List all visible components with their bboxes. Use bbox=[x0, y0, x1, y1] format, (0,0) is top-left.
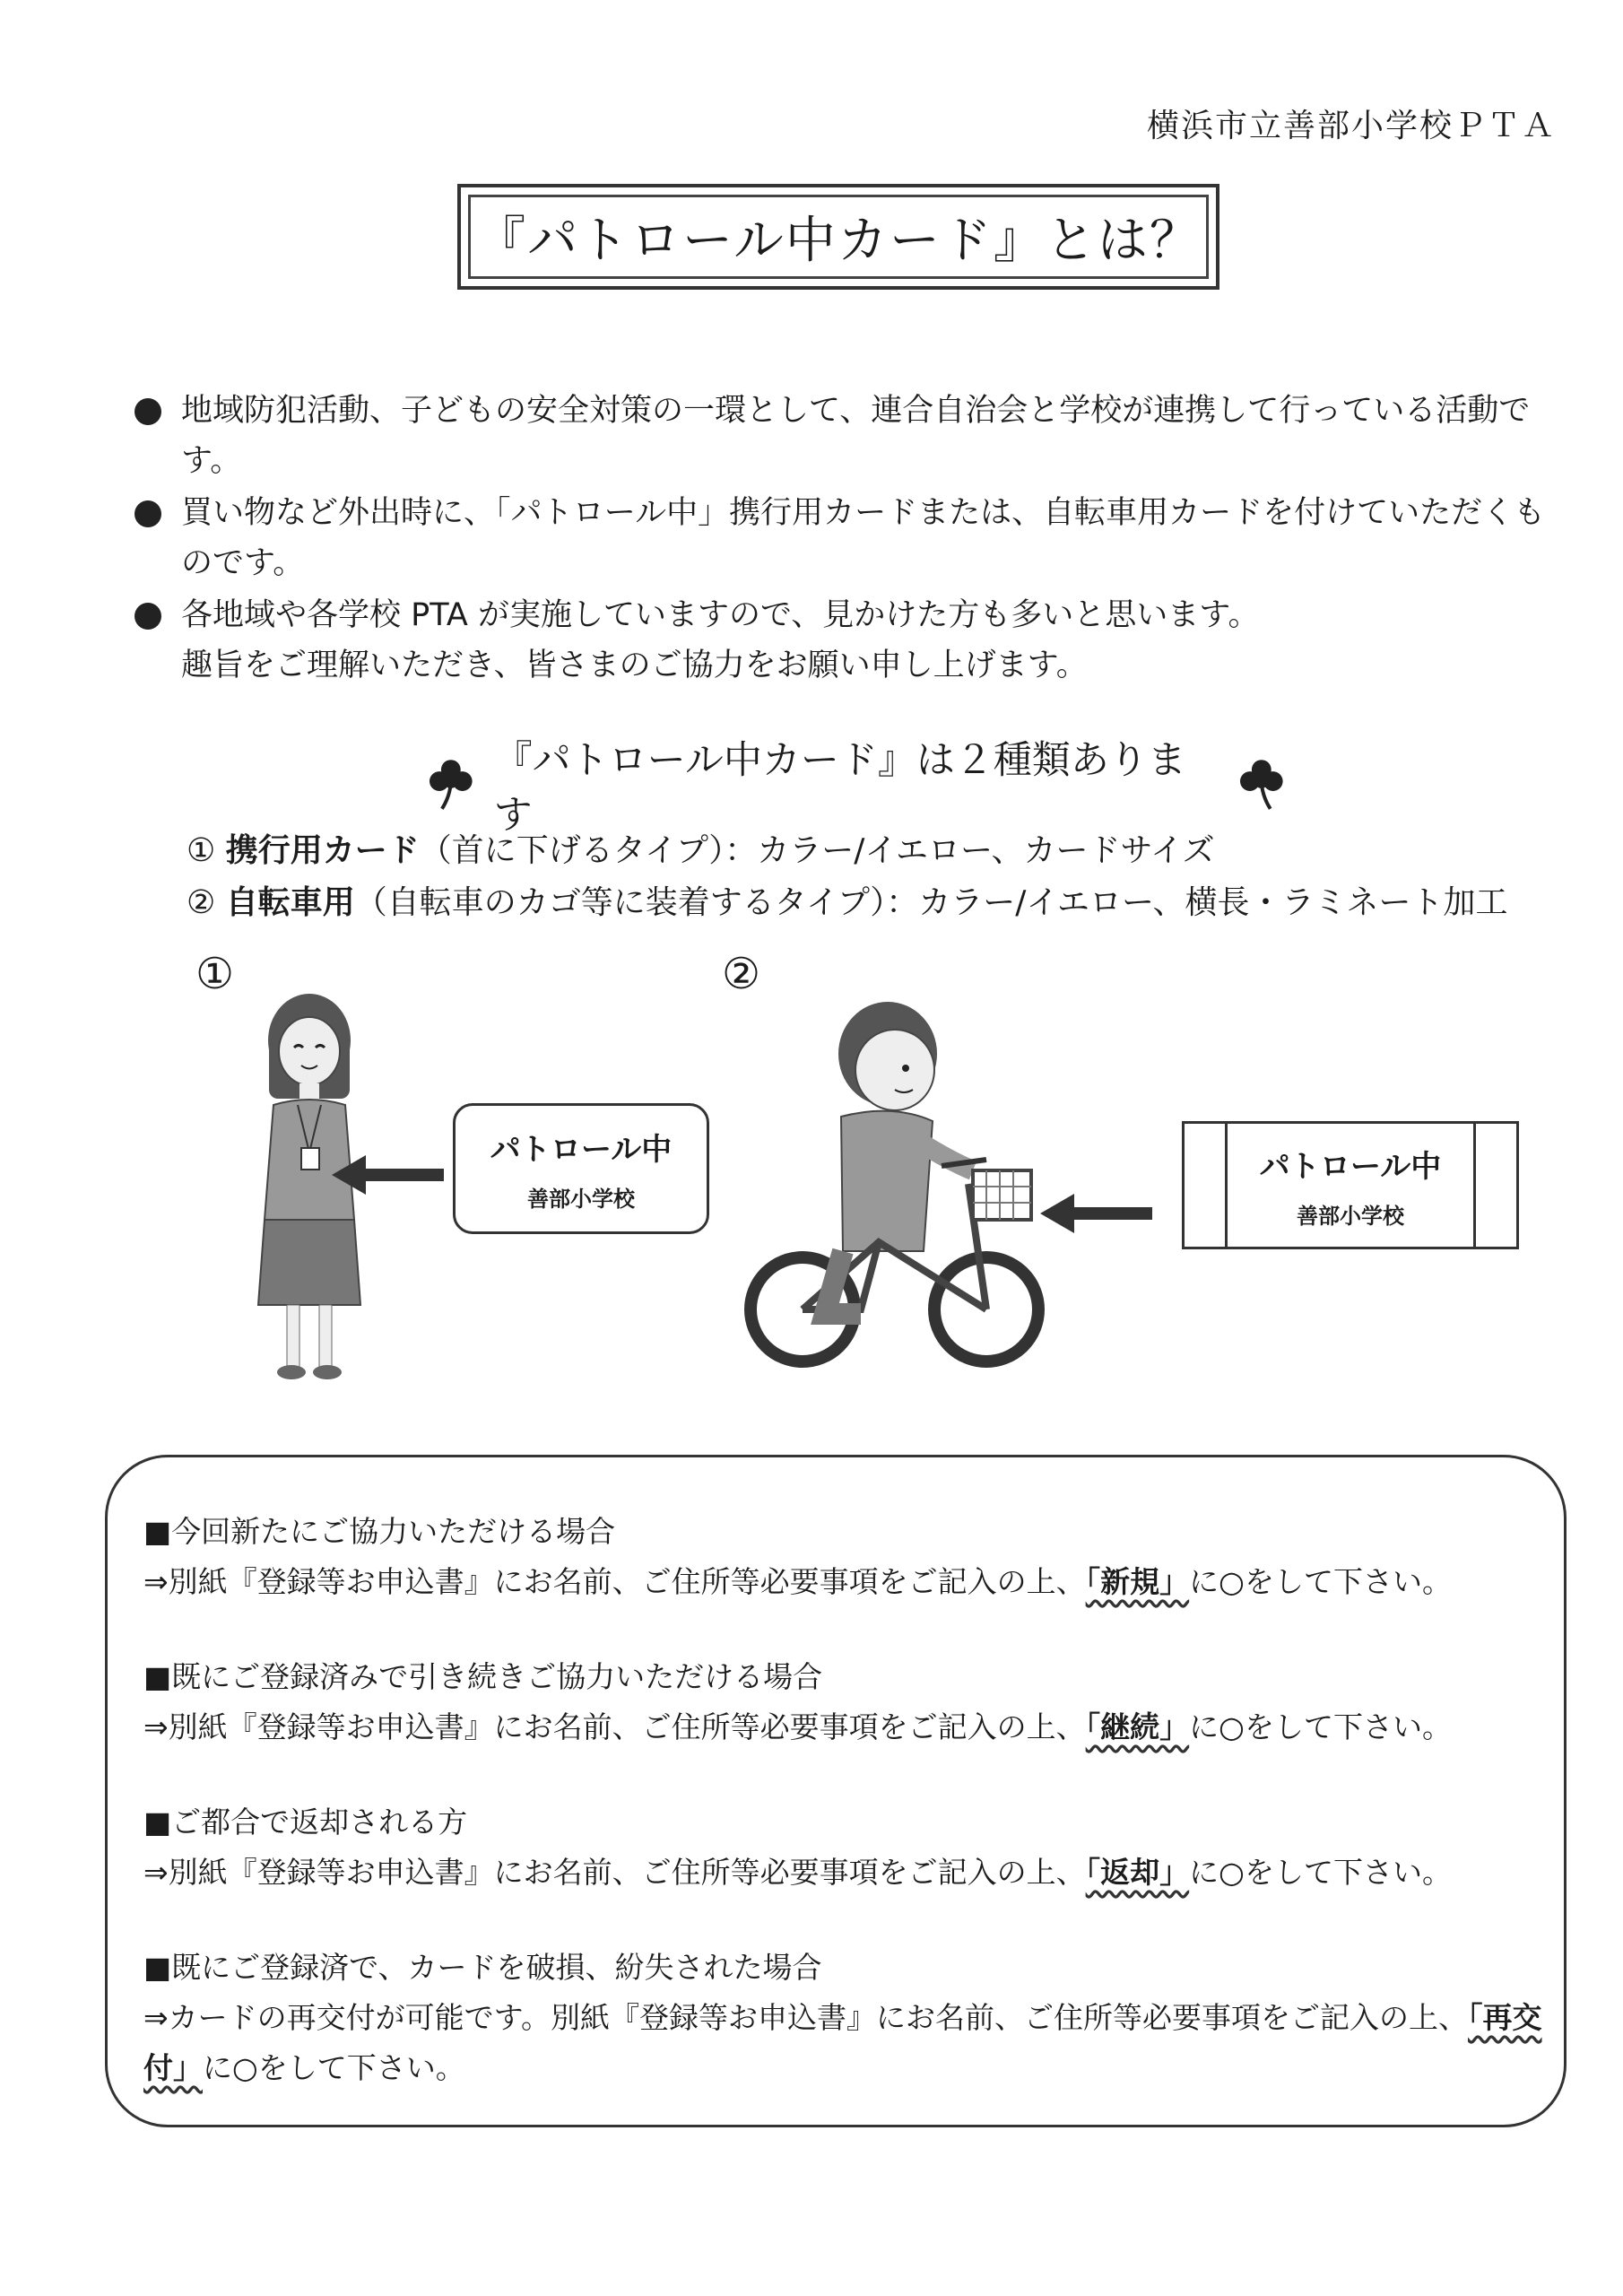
card-types-list bbox=[187, 825, 1508, 929]
highlight-option: 「再交付」 bbox=[143, 2000, 1542, 2085]
clover-icon bbox=[1238, 757, 1285, 813]
arrow-left-icon bbox=[332, 1152, 444, 1197]
card-school: 善部小学校 bbox=[1297, 1203, 1404, 1229]
intro-bullets bbox=[135, 386, 1569, 692]
type-name: 携行用カード bbox=[225, 832, 420, 869]
card-title: パトロール中 bbox=[1259, 1148, 1442, 1185]
info-section-return bbox=[143, 1797, 1542, 1898]
info-section-reissue bbox=[143, 1943, 1542, 2093]
card-school: 善部小学校 bbox=[527, 1187, 635, 1212]
type-number: ② bbox=[187, 884, 216, 921]
bullet-text: 各地域や各学校 PTA が実施していますので、見かけた方も多いと思います。 bbox=[181, 597, 1260, 633]
arrow-left-icon bbox=[1040, 1191, 1152, 1236]
bullet-text: 趣旨をご理解いただき、皆さまのご協力をお願い申し上げます。 bbox=[181, 648, 1088, 683]
card-types-heading bbox=[408, 738, 1305, 838]
neck-card-sample bbox=[453, 1103, 709, 1234]
section-instruction: ⇒別紙『登録等お申込書』にお名前、ご住所等必要事項をご記入の上、「新規」に○をして下さい。 bbox=[143, 1564, 1452, 1599]
figure-number-2: ② bbox=[722, 949, 761, 999]
section-instruction: ⇒別紙『登録等お申込書』にお名前、ご住所等必要事項をご記入の上、「継続」に○をして下さい。 bbox=[143, 1709, 1452, 1744]
section-heading: ■既にご登録済みで引き続きご協力いただける場合 bbox=[143, 1659, 823, 1694]
section-heading: ■既にご登録済で、カードを破損、紛失された場合 bbox=[143, 1950, 822, 1985]
type-number: ① bbox=[187, 832, 216, 869]
info-section-continue bbox=[143, 1652, 1542, 1752]
info-section-new bbox=[143, 1507, 1542, 1607]
type-description: （自転車のカゴ等に装着するタイプ）：カラー/イエロー、横長・ラミネート加工 bbox=[354, 884, 1508, 921]
organization-name: 横浜市立善部小学校ＰＴＡ bbox=[1146, 108, 1556, 144]
card-type-item bbox=[187, 825, 1508, 877]
highlight-option: 「新規」 bbox=[1085, 1564, 1190, 1599]
section-instruction: ⇒カードの再交付が可能です。別紙『登録等お申込書』にお名前、ご住所等必要事項をご記入の上、「再交付」に○をして下さい。 bbox=[143, 2000, 1542, 2085]
bullet-item bbox=[135, 590, 1569, 691]
application-info-box bbox=[105, 1455, 1567, 2127]
section-heading: ■今回新たにご協力いただける場合 bbox=[143, 1514, 616, 1549]
highlight-option: 「継続」 bbox=[1085, 1709, 1190, 1744]
highlight-option: 「返却」 bbox=[1085, 1855, 1190, 1890]
figure-number-1: ① bbox=[195, 949, 235, 999]
boy-bicycle-illustration bbox=[717, 991, 1076, 1368]
card-type-item bbox=[187, 877, 1508, 929]
bullet-item: 地域防犯活動、子どもの安全対策の一環として、連合自治会と学校が連携して行っている活動です。 bbox=[135, 386, 1569, 486]
bicycle-card-sample bbox=[1182, 1121, 1519, 1249]
bicycle-card-panel bbox=[1225, 1124, 1476, 1247]
type-name: 自転車用 bbox=[225, 884, 355, 921]
clover-icon bbox=[428, 757, 474, 813]
bullet-item: 買い物など外出時に、「パトロール中」携行用カードまたは、自転車用カードを付けていただくものです。 bbox=[135, 488, 1569, 588]
type-description: （首に下げるタイプ）：カラー/イエロー、カードサイズ bbox=[419, 832, 1215, 869]
card-title: パトロール中 bbox=[490, 1132, 673, 1168]
page-title: 『パトロール中カード』とは？ bbox=[457, 184, 1219, 290]
card-types-heading-text: 『パトロール中カード』は２種類あります bbox=[493, 738, 1186, 838]
section-heading: ■ご都合で返却される方 bbox=[143, 1805, 468, 1839]
section-instruction: ⇒別紙『登録等お申込書』にお名前、ご住所等必要事項をご記入の上、「返却」に○をして下さい。 bbox=[143, 1855, 1452, 1890]
